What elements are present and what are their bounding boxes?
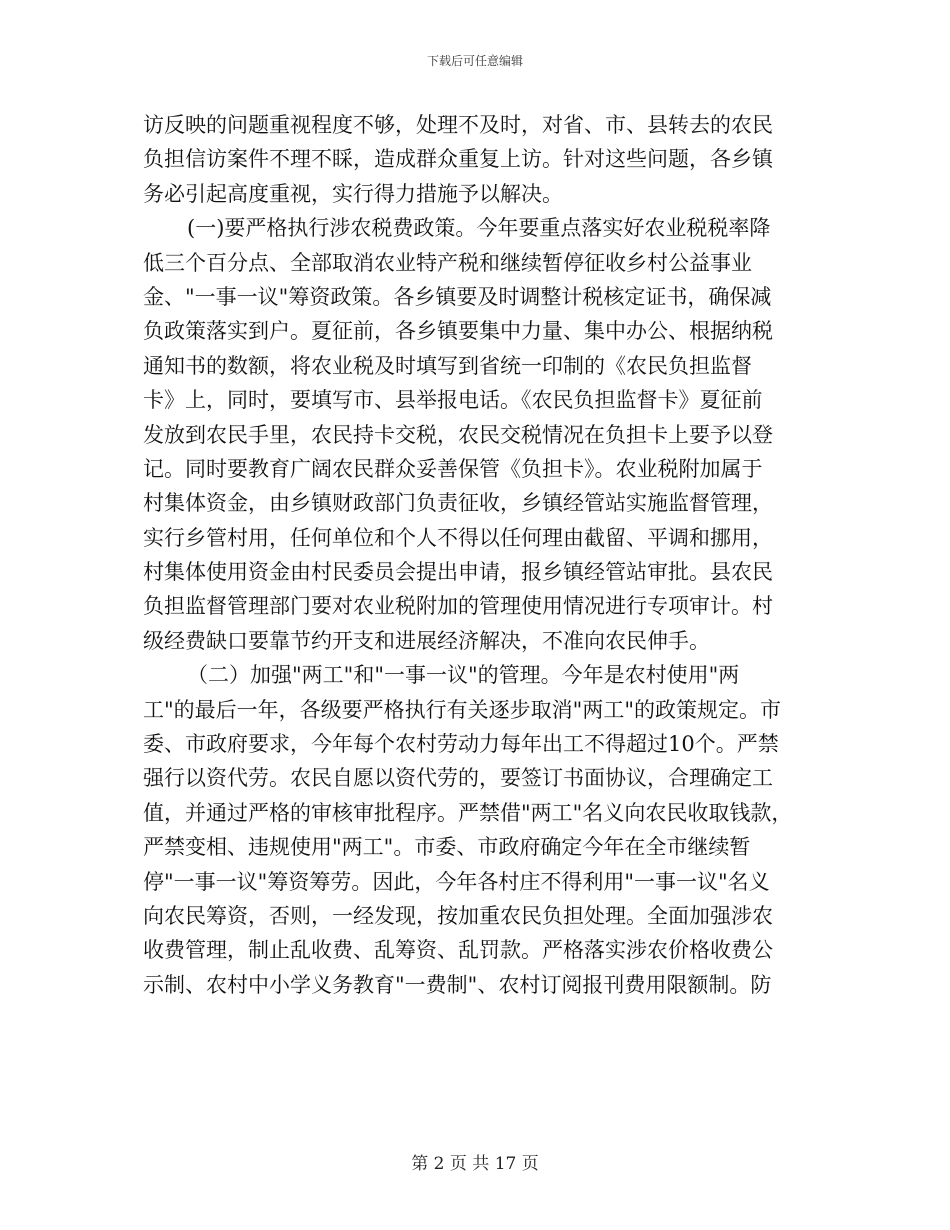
text-line: 访反映的问题重视程度不够，处理不及时，对省、市、县转去的农民	[143, 113, 773, 137]
text-line: 向农民筹资，否则，一经发现，按加重农民负担处理。全面加强涉农	[143, 903, 773, 928]
text-line: 工"的最后一年，各级要严格执行有关逐步取消"两工"的政策规定。市	[143, 697, 781, 722]
paragraph-start-line: (一)要严格执行涉农税费政策。今年要重点落实好农业税税率降	[187, 216, 771, 241]
document-body	[143, 108, 808, 1002]
text-line: 卡》上，同时，要填写市、县举报电话。《农民负担监督卡》夏征前	[143, 388, 763, 413]
text-line: 负担信访案件不理不睬，造成群众重复上访。针对这些问题，各乡镇	[143, 147, 773, 172]
text-line: 发放到农民手里，农民持卡交税，农民交税情况在负担卡上要予以登	[143, 422, 773, 447]
page-footer	[0, 1153, 950, 1175]
text-line: 村集体使用资金由村民委员会提出申请，报乡镇经管站审批。县农民	[143, 560, 773, 585]
text-line: 示制、农村中小学义务教育"一费制"、农村订阅报刊费用限额制。防	[143, 972, 772, 997]
text-line: 严禁变相、违规使用"两工"。市委、市政府确定今年在全市继续暂	[143, 835, 751, 860]
paragraph-start-line: （二）加强"两工"和"一事一议"的管理。今年是农村使用"两	[187, 663, 740, 688]
text-line: 低三个百分点、全部取消农业特产税和继续暂停征收乡村公益事业	[143, 250, 752, 275]
header-note: 下载后可任意编辑	[426, 54, 523, 68]
text-line: 强行以资代劳。农民自愿以资代劳的，要签订书面协议，合理确定工	[143, 766, 773, 791]
text-line: 通知书的数额，将农业税及时填写到省统一印制的《农民负担监督	[143, 353, 752, 378]
text-line: 委、市政府要求，今年每个农村劳动力每年出工不得超过10个。严禁	[143, 732, 779, 757]
text-line: 负政策落实到户。夏征前，各乡镇要集中力量、集中办公、根据纳税	[143, 319, 773, 344]
text-line: 收费管理，制止乱收费、乱筹资、乱罚款。严格落实涉农价格收费公	[143, 938, 773, 963]
text-line: 记。同时要教育广阔农民群众妥善保管《负担卡》。农业税附加属于	[143, 456, 763, 481]
text-line: 务必引起高度重视，实行得力措施予以解决。	[143, 181, 563, 206]
page-number: 第 2 页 共 17 页	[411, 1154, 539, 1174]
page-header	[0, 53, 950, 69]
text-line: 实行乡管村用，任何单位和个人不得以任何理由截留、平调和挪用，	[143, 525, 773, 550]
text-line: 级经费缺口要靠节约开支和进展经济解决，不准向农民伸手。	[143, 628, 710, 653]
text-line: 金、"一事一议"筹资政策。各乡镇要及时调整计税核定证书，确保减	[143, 284, 772, 309]
text-line: 停"一事一议"筹资筹劳。因此，今年各村庄不得利用"一事一议"名义	[143, 869, 770, 894]
text-line: 值，并通过严格的审核审批程序。严禁借"两工"名义向农民收取钱款，	[143, 800, 793, 825]
text-line: 村集体资金，由乡镇财政部门负责征收，乡镇经管站实施监督管理，	[143, 491, 773, 516]
text-line: 负担监督管理部门要对农业税附加的管理使用情况进行专项审计。村	[143, 594, 773, 619]
